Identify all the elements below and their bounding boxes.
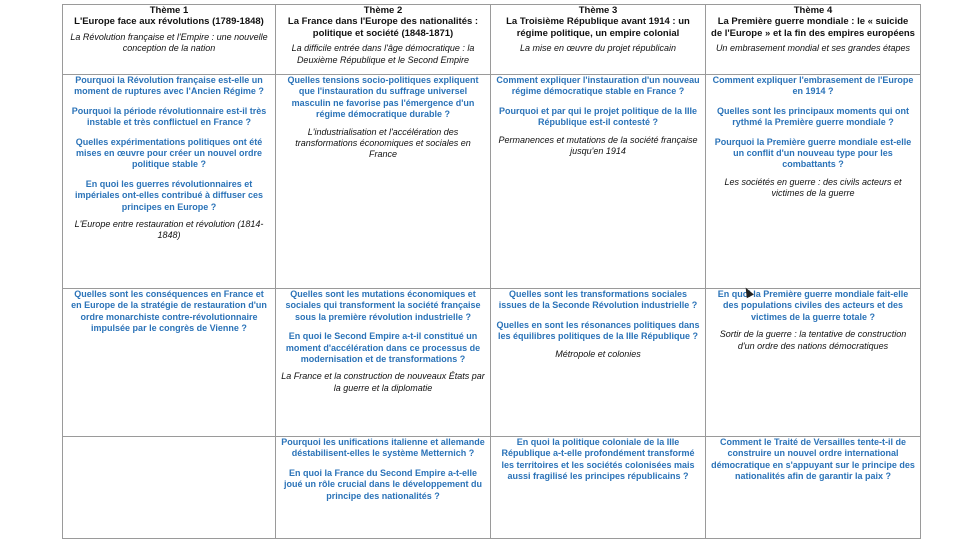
- question-list: [281, 437, 485, 502]
- spacer: [281, 460, 485, 468]
- theme-cell: [276, 5, 491, 75]
- question-list: [68, 289, 270, 335]
- question-text: Comment le Traité de Versailles tente-t-il de construire un nouvel ordre international démocratique en s'appuyant sur le principe des nationalités afin de garantir la paix ?: [711, 437, 915, 482]
- question-text: En quoi la Première guerre mondiale fait-elle des populations civiles des acteurs et des victimes de la guerre totale ?: [717, 289, 909, 322]
- table-row: [63, 437, 921, 539]
- theme-cell: [706, 289, 921, 437]
- spacer: [68, 98, 270, 106]
- theme-cell: [276, 289, 491, 437]
- section-subtitle: Métropole et colonies: [555, 348, 641, 359]
- theme-cell: [491, 5, 706, 75]
- section-subtitle: L'industrialisation et l'accélération des transformations économiques et sociales en France: [295, 126, 471, 160]
- question-text: Pourquoi la Révolution française est-elle un moment de ruptures avec l'Ancien Régime ?: [74, 75, 264, 97]
- spacer: [68, 171, 270, 179]
- section-subtitle: Les sociétés en guerre : des civils acteurs et victimes de la guerre: [724, 176, 902, 199]
- theme-cell: [706, 437, 921, 539]
- question-text: Pourquoi la Première guerre mondiale est-elle un conflit d'un nouveau type pour les combattants ?: [714, 136, 912, 170]
- spacer: [711, 98, 915, 106]
- theme-cell: [706, 5, 921, 75]
- spacer: [496, 312, 700, 320]
- theme-cell: [63, 5, 276, 75]
- section-subtitle: Un embrasement mondial et ses grandes étapes: [715, 43, 911, 54]
- section-subtitle: La difficile entrée dans l'âge démocratique : la Deuxième République et le Second Empire: [291, 43, 475, 65]
- theme-cell: [276, 75, 491, 289]
- question-list: [496, 75, 700, 129]
- question-text: Quelles expérimentations politiques ont été mises en œuvre pour créer un nouvel ordre politique stable ?: [75, 136, 263, 170]
- theme-title: La France dans l'Europe des nationalités : politique et société (1848-1871): [287, 16, 479, 39]
- question-text: Quelles sont les conséquences en France et en Europe de la stratégie de restauration d'un ordre monarchiste contre-révolutionnaire impulsée par le congrès de Vienne ?: [71, 289, 267, 334]
- question-list: [711, 289, 915, 323]
- section-subtitle: Sortir de la guerre : la tentative de construction d'un ordre des nations démocratiques: [719, 329, 907, 351]
- theme-title: La Première guerre mondiale : le « suicide de l'Europe » et la fin des empires européens: [711, 16, 915, 39]
- table-row: [63, 5, 921, 75]
- question-list: [281, 75, 485, 121]
- question-text: En quoi la politique coloniale de la IIIe République a-t-elle profondément transformé les territoires et les sociétés colonisées mais aussi fragilisé les principes républicains ?: [501, 437, 695, 482]
- theme-heading: Thème 3: [578, 5, 618, 16]
- theme-title: La Troisième République avant 1914 : un régime politique, un empire colonial: [506, 16, 690, 39]
- themes-table: [62, 4, 921, 539]
- section-subtitle: La France et la construction de nouveaux États par la guerre et la diplomatie: [281, 371, 485, 393]
- section-subtitle: Permanences et mutations de la société française jusqu'en 1914: [498, 134, 698, 157]
- theme-heading: Thème 1: [149, 5, 189, 16]
- theme-cell: [491, 437, 706, 539]
- table-row: [63, 75, 921, 289]
- theme-cell: [491, 75, 706, 289]
- question-text: Comment expliquer l'instauration d'un nouveau régime démocratique stable en France ?: [496, 75, 700, 97]
- theme-cell: [63, 75, 276, 289]
- table-row: [63, 289, 921, 437]
- theme-cell: [63, 289, 276, 437]
- theme-cell: [276, 437, 491, 539]
- spacer: [68, 129, 270, 137]
- question-list: [711, 75, 915, 171]
- theme-heading: Thème 4: [793, 5, 833, 16]
- theme-cell: [706, 75, 921, 289]
- section-subtitle: L'Europe entre restauration et révolution (1814-1848): [74, 219, 264, 241]
- question-text: En quoi les guerres révolutionnaires et impériales ont-elles contribué à diffuser ces principes en Europe ?: [74, 178, 264, 212]
- question-list: [496, 437, 700, 483]
- question-text: Quelles sont les mutations économiques et sociales qui transforment la société française sous la première révolution industrielle ?: [285, 289, 481, 322]
- question-list: [281, 289, 485, 365]
- question-text: Pourquoi la période révolutionnaire est-il très instable et très conflictuel en France ?: [71, 105, 267, 128]
- question-text: Quelles en sont les résonances politiques dans les équilibres politiques de la IIIe République ?: [496, 319, 700, 342]
- question-list: [68, 75, 270, 213]
- question-text: Quelles tensions socio-politiques expliquent que l'instauration du suffrage universel masculin ne favorise pas l'émergence d'un régime démocratique durable ?: [287, 75, 479, 120]
- theme-title: L'Europe face aux révolutions (1789-1848): [74, 16, 264, 28]
- question-text: Quelles sont les principaux moments qui ont rythmé la Première guerre mondiale ?: [716, 105, 910, 128]
- question-list: [711, 437, 915, 483]
- question-text: Pourquoi les unifications italienne et allemande déstabilisent-elles le système Metternich ?: [281, 437, 485, 459]
- spacer: [496, 98, 700, 106]
- question-text: En quoi la France du Second Empire a-t-elle joué un rôle crucial dans le développement du principe des nationalités ?: [283, 467, 483, 501]
- question-list: [496, 289, 700, 343]
- spacer: [281, 323, 485, 331]
- question-text: Quelles sont les transformations sociales issues de la Seconde Révolution industrielle ?: [498, 289, 698, 311]
- question-text: Comment expliquer l'embrasement de l'Europe en 1914 ?: [712, 75, 914, 97]
- theme-cell: [63, 437, 276, 539]
- theme-cell: [491, 289, 706, 437]
- section-subtitle: La Révolution française et l'Empire : une nouvelle conception de la nation: [70, 31, 268, 54]
- question-text: En quoi le Second Empire a-t-il constitué un moment d'accélération dans ce processus de modernisation et de transformations ?: [285, 331, 481, 365]
- section-subtitle: La mise en œuvre du projet républicain: [519, 43, 677, 54]
- question-text: Pourquoi et par qui le projet politique de la IIIe République est-il contesté ?: [498, 105, 698, 128]
- theme-heading: Thème 2: [363, 5, 403, 16]
- spacer: [711, 129, 915, 137]
